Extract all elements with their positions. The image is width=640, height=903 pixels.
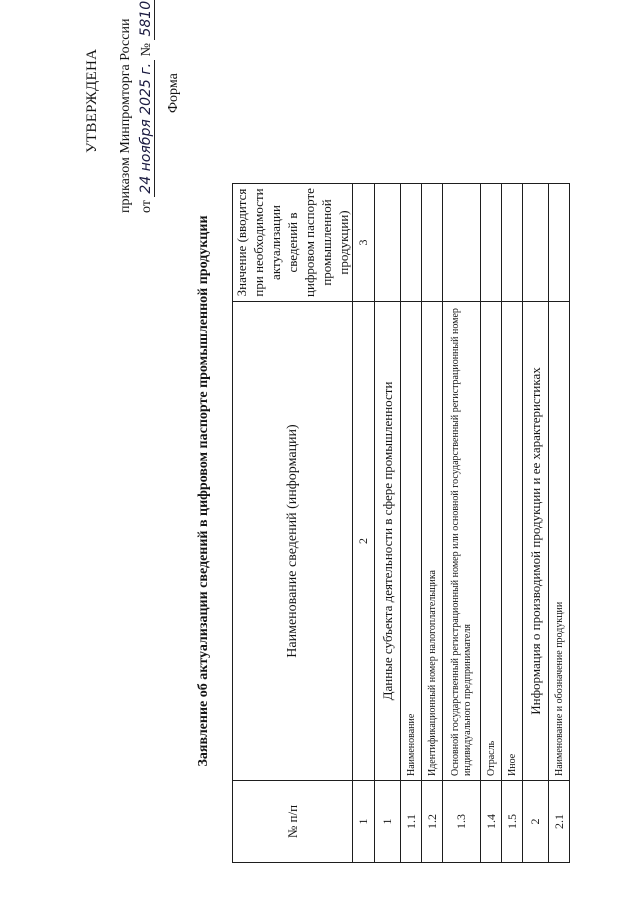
data-table — [232, 183, 570, 863]
table-section-row — [523, 184, 549, 863]
column-header-name: Наименование сведений (информации) — [233, 302, 353, 781]
column-index: 3 — [353, 184, 375, 302]
document-title: Заявление об актуализации сведений в цифровом паспорте промышленной продукции — [196, 215, 211, 767]
row-number: 1.4 — [481, 781, 502, 863]
row-number: 1.5 — [502, 781, 523, 863]
row-number: 1.1 — [401, 781, 422, 863]
order-date: 24 ноября 2025 г. — [138, 60, 155, 197]
value-cell[interactable] — [422, 184, 443, 302]
row-label: Отрасль — [481, 302, 502, 781]
row-label: Идентификационный номер налогоплательщика — [422, 302, 443, 781]
table-row — [443, 184, 481, 863]
column-index: 1 — [353, 781, 375, 863]
order-prefix: от — [139, 200, 154, 213]
table-row — [549, 184, 570, 863]
table-row — [401, 184, 422, 863]
row-number: 1.2 — [422, 781, 443, 863]
row-label: Иное — [502, 302, 523, 781]
value-cell[interactable] — [549, 184, 570, 302]
row-number: 1 — [375, 781, 401, 863]
table-row — [481, 184, 502, 863]
row-label: Основной государственный регистрационный номер или основной государственный регистрационный номер индивидуального предпринимателя — [443, 302, 481, 781]
form-label: Форма — [166, 73, 181, 113]
order-number: 5810 — [138, 0, 155, 40]
section-title: Данные субъекта деятельности в сфере промышленности — [375, 302, 401, 781]
column-index: 2 — [353, 302, 375, 781]
row-number: 1.3 — [443, 781, 481, 863]
value-cell[interactable] — [523, 184, 549, 302]
table-row — [422, 184, 443, 863]
table-section-row — [375, 184, 401, 863]
order-line: приказом Минпромторга России — [118, 18, 133, 213]
row-number: 2.1 — [549, 781, 570, 863]
column-header-value: Значение (вводится при необходимости актуализации сведений в цифровом паспорте промышленной продукции) — [233, 184, 353, 302]
column-header-number: № п/п — [233, 781, 353, 863]
value-cell[interactable] — [502, 184, 523, 302]
value-cell[interactable] — [443, 184, 481, 302]
row-label: Наименование — [401, 302, 422, 781]
value-cell[interactable] — [481, 184, 502, 302]
approval-stamp: УТВЕРЖДЕНА — [84, 48, 100, 153]
order-date-line — [138, 0, 155, 213]
table-header-row — [233, 184, 353, 863]
table-row — [502, 184, 523, 863]
column-index-row — [353, 184, 375, 863]
row-number: 2 — [523, 781, 549, 863]
value-cell[interactable] — [375, 184, 401, 302]
section-title: Информация о производимой продукции и ее характеристиках — [523, 302, 549, 781]
row-label: Наименование и обозначение продукции — [549, 302, 570, 781]
order-number-label: № — [139, 43, 154, 57]
value-cell[interactable] — [401, 184, 422, 302]
